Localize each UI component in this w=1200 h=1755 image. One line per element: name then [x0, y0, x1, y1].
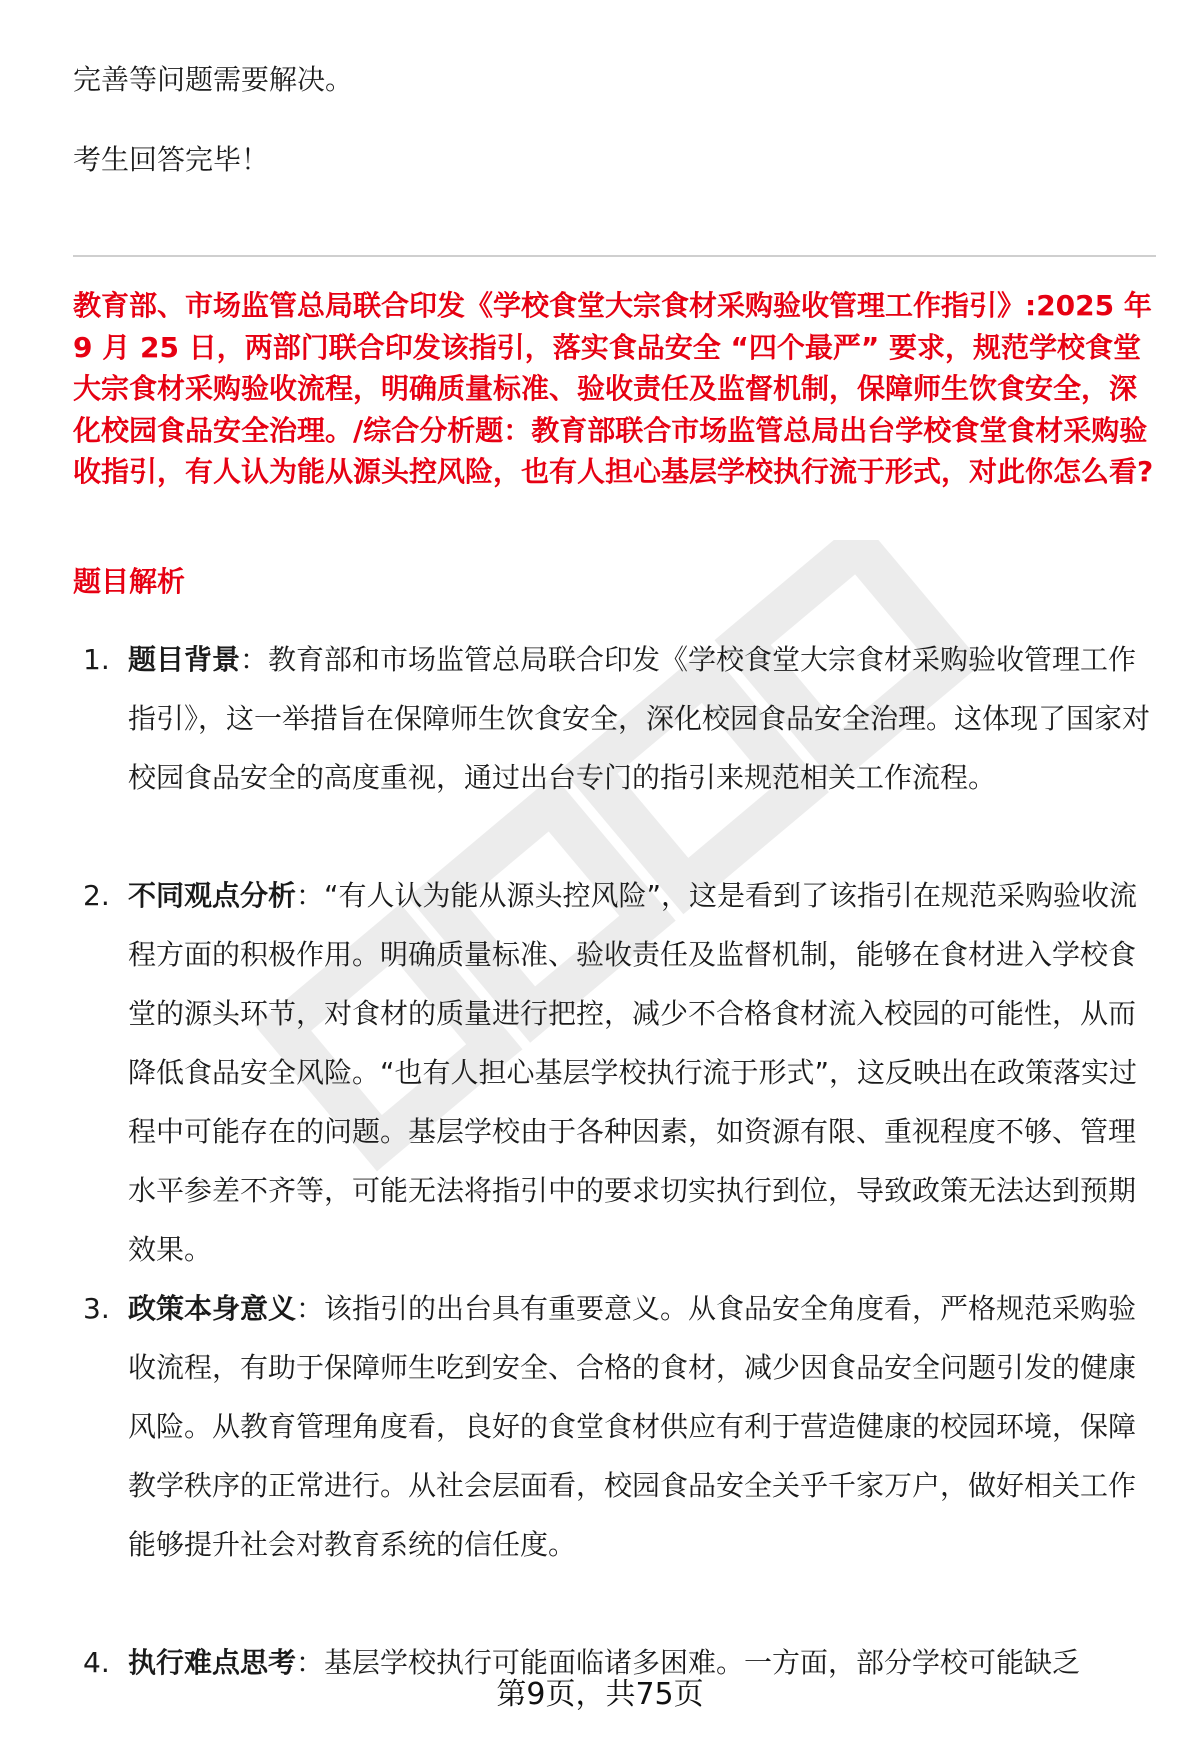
item-title: 执行难点思考	[128, 1646, 297, 1679]
list-number: 3.	[83, 1292, 110, 1325]
text-line: 考生回答完毕！	[73, 143, 270, 176]
section-title: 题目解析	[73, 565, 186, 598]
question-headline: 教育部、市场监管总局联合印发《学校食堂大宗食材采购验收管理工作指引》:2025 年 9 月 25 日，两部门联合印发该指引，落实食品安全 “四个最严” 要求，规范学校食堂大宗食材采购验收流程，明确质量标准、验收责任及监督机制，保障师生饮食安全，深化校园食品安全治理。/综合分析题：教育部联合市场监管总局出台学校食堂食材采购验收指引，有人认为能从源头控风险，也有人担心基层学校执行流于形式，对此你怎么看?	[73, 289, 1154, 488]
item-text: ：基层学校执行可能面临诸多困难。一方面，部分学校可能缺乏	[296, 1646, 1081, 1679]
item-text: ：教育部和市场监管总局联合印发《学校食堂大宗食材采购验收管理工作指引》，这一举措旨在保障师生饮食安全，深化校园食品安全治理。这体现了国家对校园食品安全的高度重视，通过出台专门的指引来规范相关工作流程。	[128, 643, 1151, 794]
item-title: 题目背景	[128, 643, 241, 676]
list-number: 1.	[83, 643, 110, 676]
item-text: ：“有人认为能从源头控风险”，这是看到了该指引在规范采购验收流程方面的积极作用。明确质量标准、验收责任及监督机制，能够在食材进入学校食堂的源头环节，对食材的质量进行把控，减少不合格食材流入校园的可能性，从而降低食品安全风险。“也有人担心基层学校执行流于形式”，这反映出在政策落实过程中可能存在的问题。基层学校由于各种因素，如资源有限、重视程度不够、管理水平参差不齐等，可能无法将指引中的要求切实执行到位，导致政策无法达到预期效果。	[128, 879, 1138, 1266]
item-text: ：该指引的出台具有重要意义。从食品安全角度看，严格规范采购验收流程，有助于保障师生吃到安全、合格的食材，减少因食品安全问题引发的健康风险。从教育管理角度看，良好的食堂食材供应有利于营造健康的校园环境，保障教学秩序的正常进行。从社会层面看，校园食品安全关乎千家万户，做好相关工作能够提升社会对教育系统的信任度。	[128, 1292, 1137, 1561]
analysis-list	[0, 630, 1200, 1692]
list-number: 2.	[83, 879, 110, 912]
item-title: 不同观点分析	[128, 879, 297, 912]
text-line: 完善等问题需要解决。	[73, 63, 354, 96]
divider	[73, 255, 1156, 257]
page-footer: 第9页，共75页	[496, 1677, 704, 1712]
list-item	[0, 866, 1200, 1279]
list-item	[0, 630, 1200, 866]
list-item	[0, 1279, 1200, 1633]
item-title: 政策本身意义	[128, 1292, 297, 1325]
list-number: 4.	[83, 1646, 110, 1679]
